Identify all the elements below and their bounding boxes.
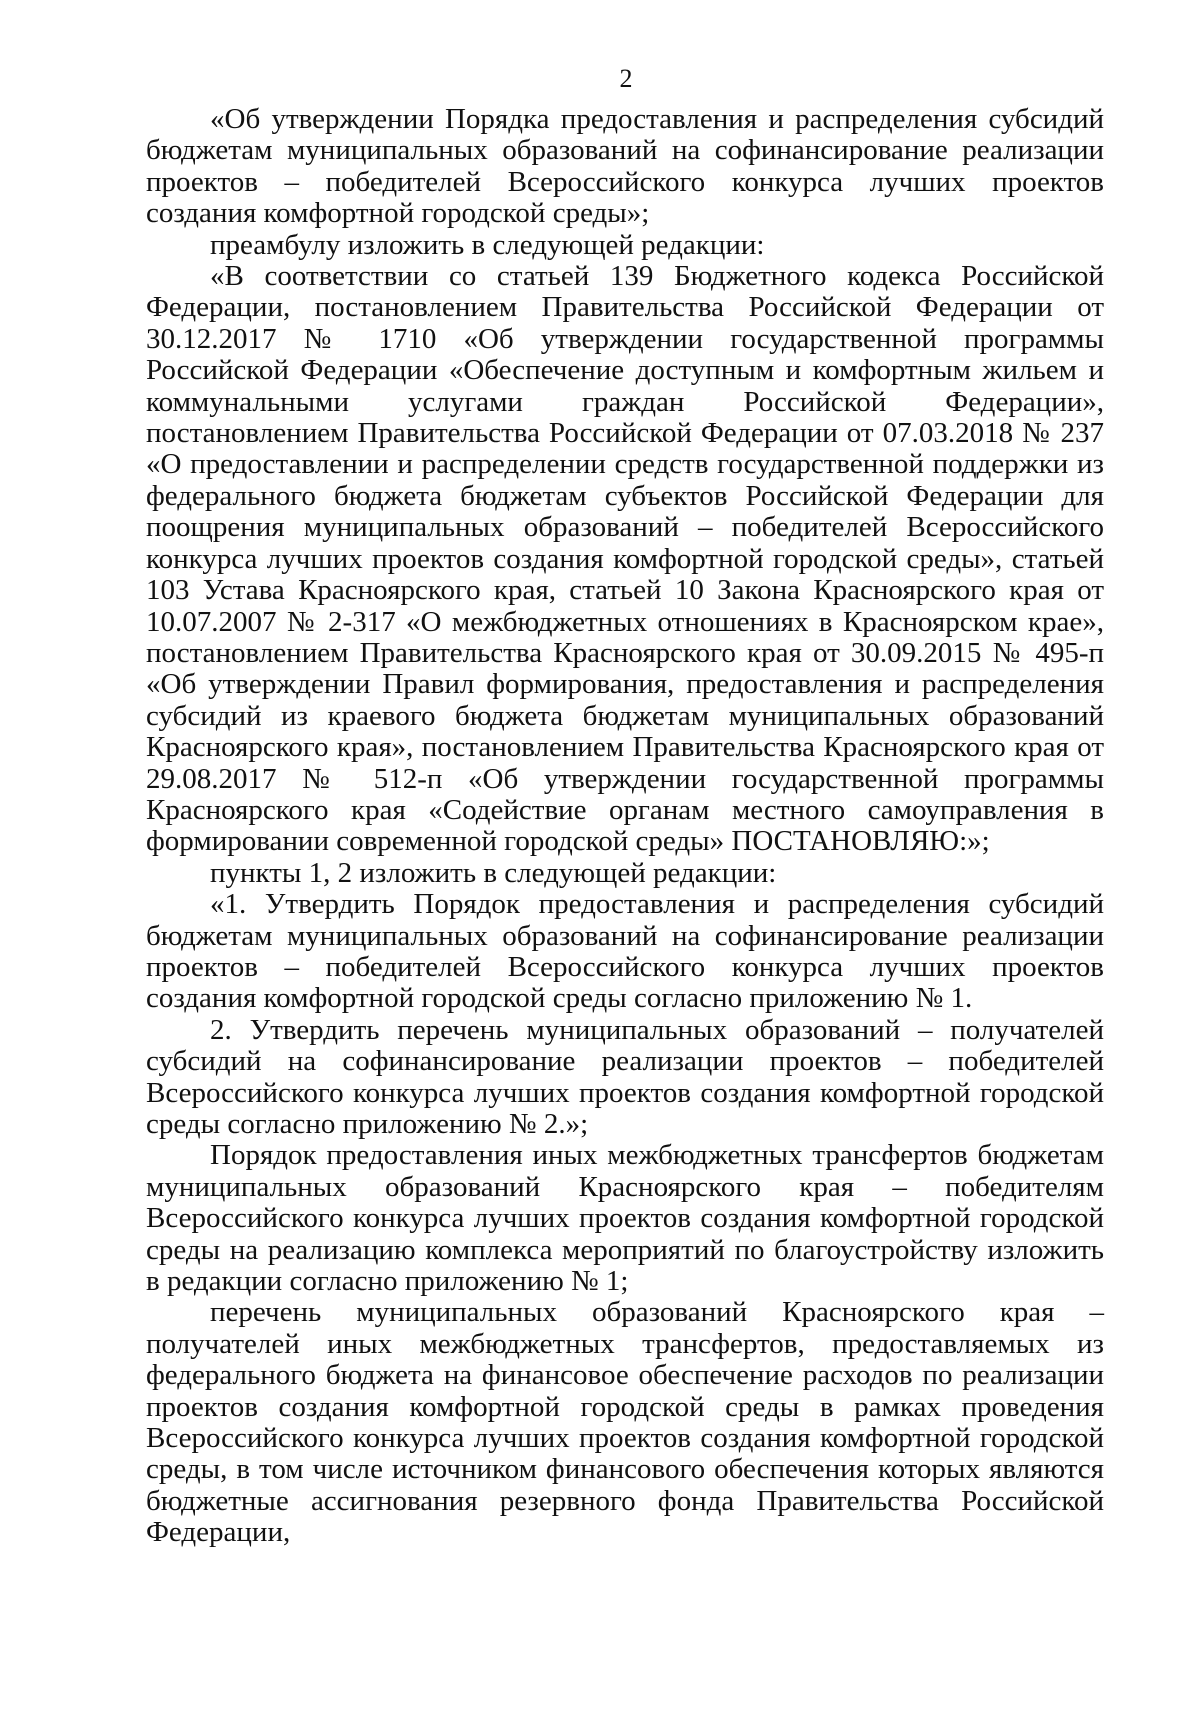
page-number: 2 (619, 64, 633, 93)
paragraph-points-instruction: пункты 1, 2 изложить в следующей редакции: (210, 856, 777, 889)
paragraph-point-2: 2. Утвердить перечень муниципальных образований – получателей субсидий на софинансирование реализации проектов – победителей Всероссийского конкурса лучших проектов создания комфортной городской среды согласно приложению № 2.»; (146, 1013, 1104, 1140)
paragraph-list: перечень муниципальных образований Красноярского края – получателей иных межбюджетных трансфертов, предоставляемых из федерального бюджета на финансовое обеспечение расходов по реализации проектов создания комфортной городской среды в рамках проведения Всероссийского конкурса лучших проектов создания комфортной городской среды, в том числе источником финансового обеспечения которых являются бюджетные ассигнования резервного фонда Правительства Российской Федерации, (146, 1296, 1104, 1549)
document-body (146, 104, 1104, 1549)
paragraph-point-1: «1. Утвердить Порядок предоставления и распределения субсидий бюджетам муниципальных образований на софинансирование реализации проектов – победителей Всероссийского конкурса лучших проектов создания комфортной городской среды согласно приложению № 1. (146, 888, 1104, 1015)
paragraph-preamble: «В соответствии со статьей 139 Бюджетного кодекса Российской Федерации, постановлением Правительства Российской Федерации от 30.12.2017 № 1710 «Об утверждении государственной программы Российской Федерации «Обеспечение доступным и комфортным жильем и коммунальными услугами граждан Российской Федерации», постановлением Правительства Российской Федерации от 07.03.2018 № 237 «О предоставлении и распределении средств государственной поддержки из федерального бюджета бюджетам субъектов Российской Федерации для поощрения муниципальных образований – победителей Всероссийского конкурса лучших проектов создания комфортной городской среды», статьей 103 Устава Красноярского края, статьей 10 Закона Красноярского края от 10.07.2007 № 2-317 «О межбюджетных отношениях в Красноярском крае», постановлением Правительства Красноярского края от 30.09.2015 № 495-п «Об утверждении Правил формирования, предоставления и распределения субсидий из краевого бюджета бюджетам муниципальных образований Красноярского края», постановлением Правительства Красноярского края от 29.08.2017 № 512-п «Об утверждении государственной программы Красноярского края «Содействие органам местного самоуправления в формировании современной городской среды» ПОСТАНОВЛЯЮ:»; (146, 260, 1104, 858)
paragraph-title-quote: «Об утверждении Порядка предоставления и распределения субсидий бюджетам муниципальных образований на софинансирование реализации проектов – победителей Всероссийского конкурса лучших проектов создания комфортной городской среды»; (146, 103, 1104, 230)
paragraph-preamble-instruction: преамбулу изложить в следующей редакции: (210, 228, 765, 261)
paragraph-procedure: Порядок предоставления иных межбюджетных трансфертов бюджетам муниципальных образований Красноярского края – победителям Всероссийского конкурса лучших проектов создания комфортной городской среды на реализацию комплекса мероприятий по благоустройству изложить в редакции согласно приложению № 1; (146, 1139, 1104, 1298)
